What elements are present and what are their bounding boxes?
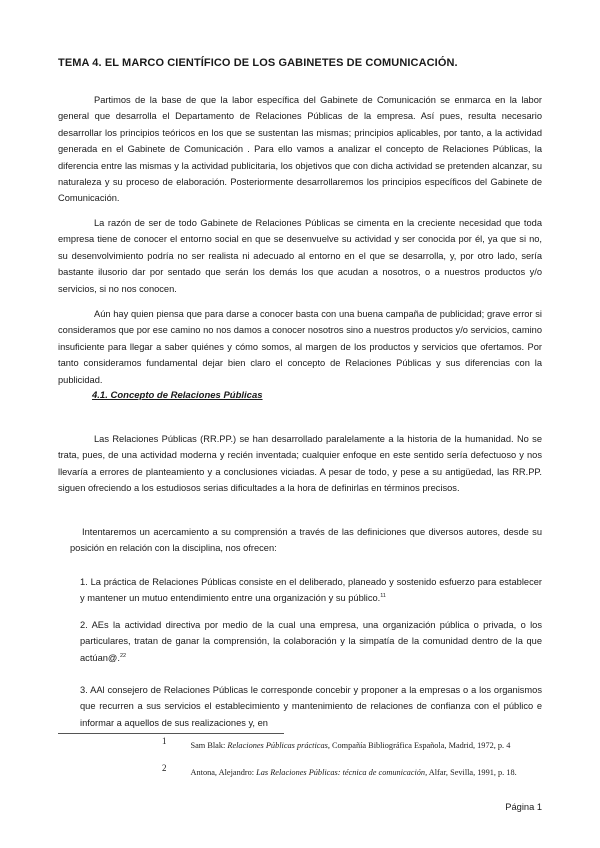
paragraph-text: Partimos de la base de que la labor específica del Gabinete de Comunicación se enmarca en la labor general que desarrolla el Departamento de Relaciones Públicas de la empresa. Así pues, resulta necesario desarrollar los principios teóricos en los que se sustentan las mismas; principios aplicables, por tanto, a la actividad generada en el Gabinete de Comunicación . Para ello vamos a analizar el concepto de Relaciones Públicas, la diferencia entre las mismas y la actividad publicitaria, los objetivos que con dicha actividad se pretenden alcanzar, su naturaleza y su proceso de elaboración. Posteriormente desarrollaremos los principios específicos del Gabinete de Comunicación. [58,95,542,204]
definition-text: 3. AAl consejero de Relaciones Públicas le corresponde concebir y proponer a la empresas o a los organismos que recurren a sus servicios el establecimiento y mantenimiento de relaciones de confianza con el público e informar a aquellos de sus realizaciones y, en [80,685,542,728]
definition-item-1 [80,574,542,607]
footnote-title: Las Relaciones Públicas: técnica de comunicación [256,768,426,777]
footnote-ref: 22 [119,652,127,659]
paragraph-publicidad [58,306,542,388]
page-title: TEMA 4. EL MARCO CIENTÍFICO DE LOS GABINETES DE COMUNICACIÓN. [58,57,458,69]
footnote-1 [118,736,518,752]
footnote-author: Antona, Alejandro: [190,768,257,777]
paragraph-text: Intentaremos un acercamiento a su comprensión a través de las definiciones que diversos autores, desde su posición en relación con la disciplina, nos ofrecen: [70,527,542,554]
definition-text: 2. AEs la actividad directiva por medio de la cual una empresa, una organización pública o privada, o los particulares, tratan de ganar la comprensión, la colaboración y la simpatía de la comunidad dentro de la que actúan@. [80,620,542,663]
footnote-ref: 11 [380,593,386,600]
paragraph-razon [58,215,542,297]
definition-item-3 [80,682,542,731]
definition-text: 1. La práctica de Relaciones Públicas consiste en el deliberado, planeado y sostenido esfuerzo para establecer y mantener un mutuo entendimiento entre una organización y su público. [80,577,542,604]
footnote-author: Sam Blak: [190,741,228,750]
paragraph-text: La razón de ser de todo Gabinete de Relaciones Públicas se cimenta en la creciente necesidad que toda empresa tiene de conocer el entorno social en que se desenvuelve su actividad y ser conocida por él, ya que si no, su desenvolvimiento podría no ser realista ni adecuado al entorno en el que se desarrolla, y, por otro lado, sería bastante ilusorio dar por sentado que serán los demás los que acudan a nosotros, o a nuestros productos y/o servicios, si no nos conocen. [58,218,542,294]
paragraph-intro [58,92,542,207]
paragraph-acercamiento [70,524,542,557]
footnote-2 [118,763,518,779]
footnote-rest: , Alfar, Sevilla, 1991, p. 18. [425,768,517,777]
footnote-title: Relaciones Públicas prácticas [227,741,328,750]
footnote-rest: , Compañía Bibliográfica Española, Madrid, 1972, p. 4 [327,741,511,750]
paragraph-text: Las Relaciones Públicas (RR.PP.) se han desarrollado paralelamente a la historia de la humanidad. No se trata, pues, de una actividad moderna y recién inventada; cualquier enfoque en este sentido sería defectuoso y nos llevaría a errores de planteamiento y a conclusiones viciadas. A pesar de todo, y pese a su antigüedad, las RR.PP. siguen ofreciendo a los estudiosos serias dificultades a la hora de definirlas en términos precisos. [58,434,542,494]
section-heading: 4.1. Concepto de Relaciones Públicas [92,390,263,401]
footnote-divider [58,733,284,734]
footnote-number: 1 [162,736,167,746]
paragraph-rrpp [58,431,542,497]
footnote-number: 2 [162,763,167,773]
page-number: Página 1 [505,802,542,812]
definition-item-2 [80,617,542,666]
paragraph-text: Aún hay quien piensa que para darse a conocer basta con una buena campaña de publicidad; grave error si consideramos que por ese camino no nos damos a conocer nosotros sino a nuestros productos y/o servicios, camino insuficiente para llegar a saber quiénes y cómo somos, al margen de los productos y servicios que ofertamos. Por tanto consideramos fundamental dejar bien claro el concepto de Relaciones Públicas y sus diferencias con la publicidad. [58,309,542,385]
